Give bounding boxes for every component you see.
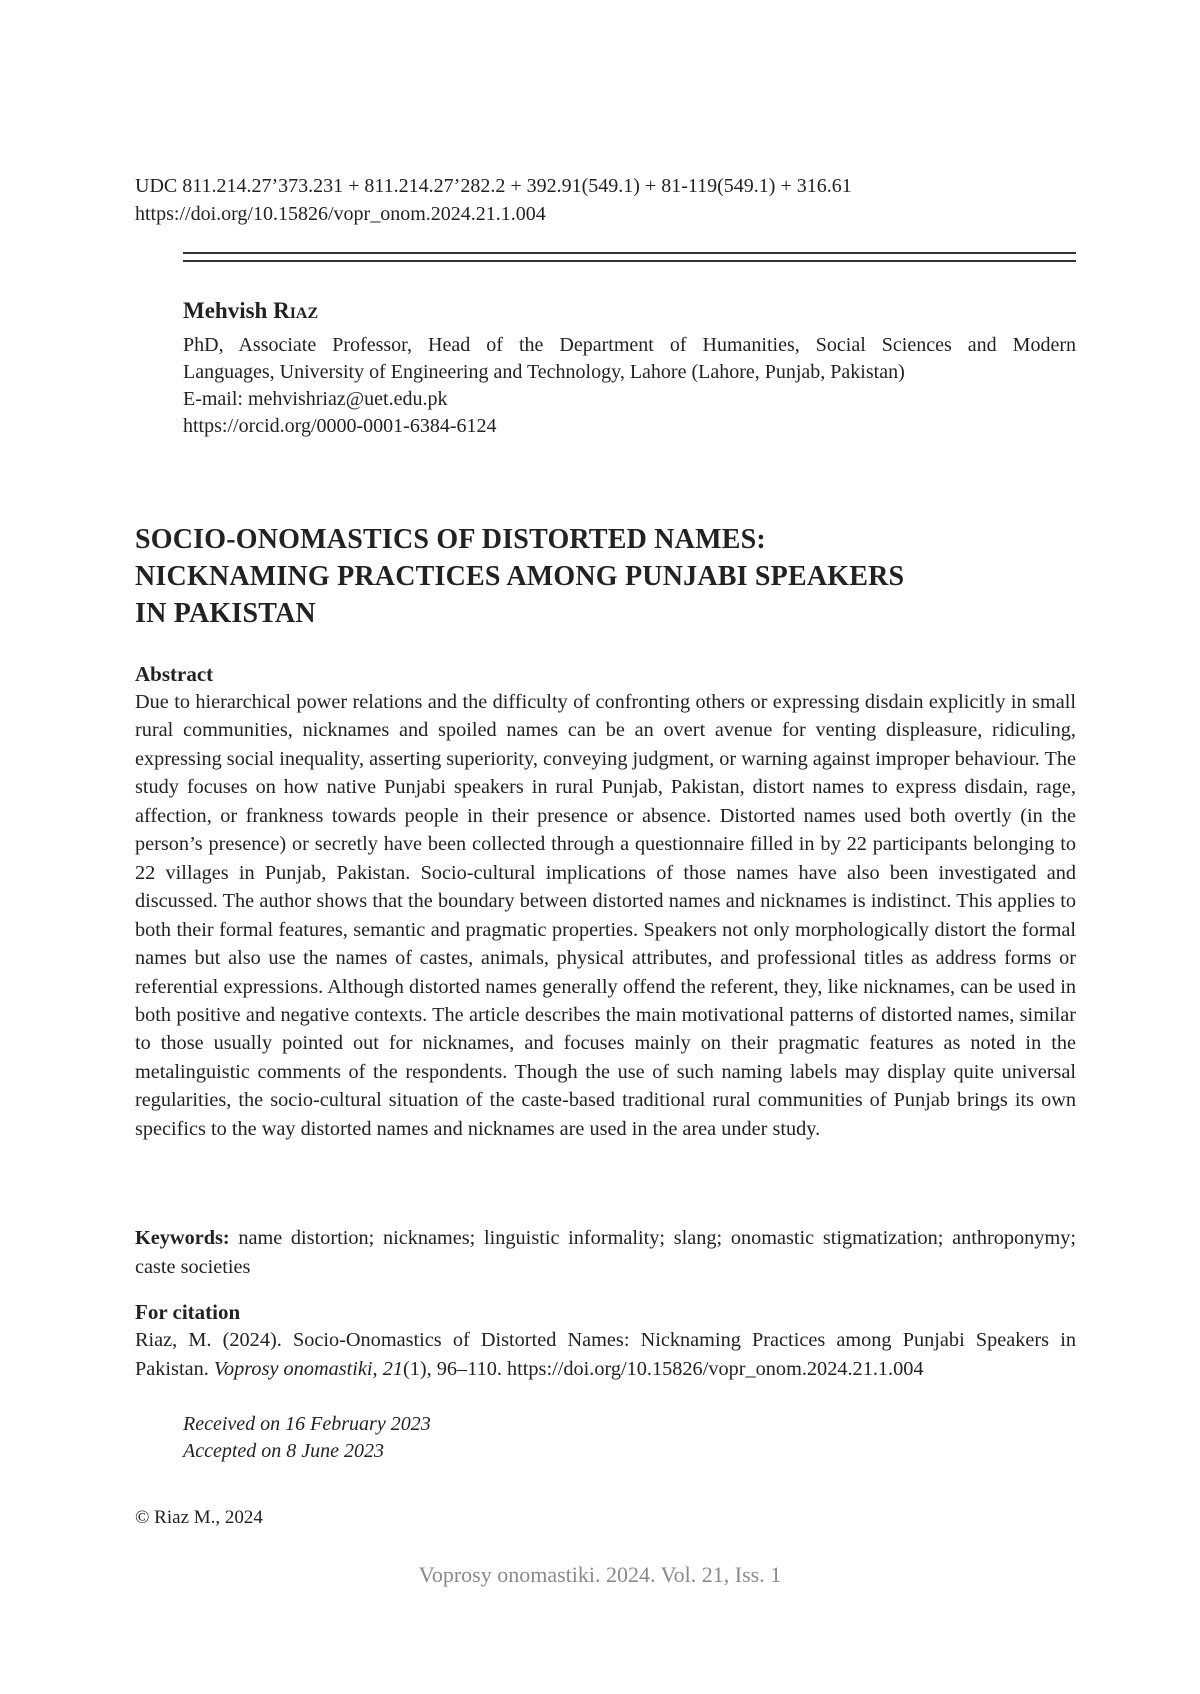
citation-reference: Riaz, M. (2024). Socio-Onomastics of Distorted Names: Nicknaming Practices among Punjabi Speakers in Pakistan. [135, 1329, 1076, 1380]
author-orcid[interactable]: https://orcid.org/0000-0001-6384-6124 [183, 415, 497, 437]
title-line: NICKNAMING PRACTICES AMONG PUNJABI SPEAKERS [135, 561, 905, 592]
author-first-name: Mehvish [183, 298, 268, 323]
citation-pages-doi: (1), 96–110. https://doi.org/10.15826/vopr_onom.2024.21.1.004 [402, 1357, 924, 1380]
keywords-section [135, 1224, 1076, 1281]
abstract-heading: Abstract [135, 662, 214, 686]
divider-rule-top [183, 252, 1076, 254]
citation-section [135, 1298, 1076, 1383]
affiliation-line: Languages, University of Engineering and Technology, Lahore (Lahore, Punjab, Pakistan) [183, 361, 905, 383]
copyright-notice: © Riaz M., 2024 [135, 1507, 263, 1528]
keywords-label: Keywords: [135, 1227, 230, 1249]
abstract-section [135, 660, 1076, 1143]
citation-heading: For citation [135, 1300, 241, 1324]
citation-journal: Voprosy onomastiki, 21 [213, 1357, 403, 1380]
author-affiliation [183, 332, 1076, 440]
received-date: Received on 16 February 2023 [183, 1413, 431, 1435]
udc-block [135, 172, 1095, 228]
author-last-name: Riaz [273, 298, 319, 323]
accepted-date: Accepted on 8 June 2023 [183, 1440, 385, 1462]
author-block [183, 296, 1076, 440]
affiliation-line: PhD, Associate Professor, Head of the Department of Humanities, Social Sciences and Modern [183, 334, 1076, 356]
title-line: SOCIO-ONOMASTICS OF DISTORTED NAMES: [135, 524, 766, 555]
dates-block [183, 1411, 431, 1465]
author-email[interactable]: E-mail: mehvishriaz@uet.edu.pk [183, 388, 448, 410]
udc-code: UDC 811.214.27’373.231 + 811.214.27’282.2 + 392.91(549.1) + 81-119(549.1) + 316.61 [135, 175, 852, 197]
doi-link[interactable]: https://doi.org/10.15826/vopr_onom.2024.21.1.004 [135, 203, 546, 225]
abstract-text: Due to hierarchical power relations and the difficulty of confronting others or expressing disdain explicitly in small rural communities, nicknames and spoiled names can be an overt avenue for venting displeasure, ridiculing, expressing social inequality, asserting superiority, conveying judgment, or warning against improper behaviour. The study focuses on how native Punjabi speakers in rural Punjab, Pakistan, distort names to express disdain, rage, affection, or frankness towards people in their presence or absence. Distorted names used both overtly (in the person’s presence) or secretly have been collected through a questionnaire filled in by 22 participants belonging to 22 villages in Punjab, Pakistan. Socio-cultural implications of those names have also been investigated and discussed. The author shows that the boundary between distorted names and nicknames is indistinct. This applies to both their formal features, semantic and pragmatic properties. Speakers not only morphologically distort the formal names but also use the names of castes, animals, physical attributes, and professional titles as address forms or referential expressions. Although distorted names generally offend the referent, they, like nicknames, can be used in both positive and negative contexts. The article describes the main motivational patterns of distorted names, similar to those usually pointed out for nicknames, and focuses mainly on their pragmatic features as noted in the metalinguistic comments of the respondents. Though the use of such naming labels may display quite universal regularities, the socio-cultural situation of the caste-based traditional rural communities of Punjab brings its own specifics to the way distorted names and nicknames are used in the area under study. [135, 691, 1076, 1140]
citation-text [135, 1326, 1076, 1383]
journal-footer: Voprosy onomastiki. 2024. Vol. 21, Iss. 1 [418, 1562, 782, 1587]
author-name [183, 296, 1076, 326]
divider-rule-bottom [183, 260, 1076, 262]
article-title [135, 521, 1035, 632]
title-line: IN PAKISTAN [135, 598, 316, 629]
keywords-text: name distortion; nicknames; linguistic informality; slang; onomastic stigmatization; anthroponymy; caste societies [135, 1227, 1076, 1278]
